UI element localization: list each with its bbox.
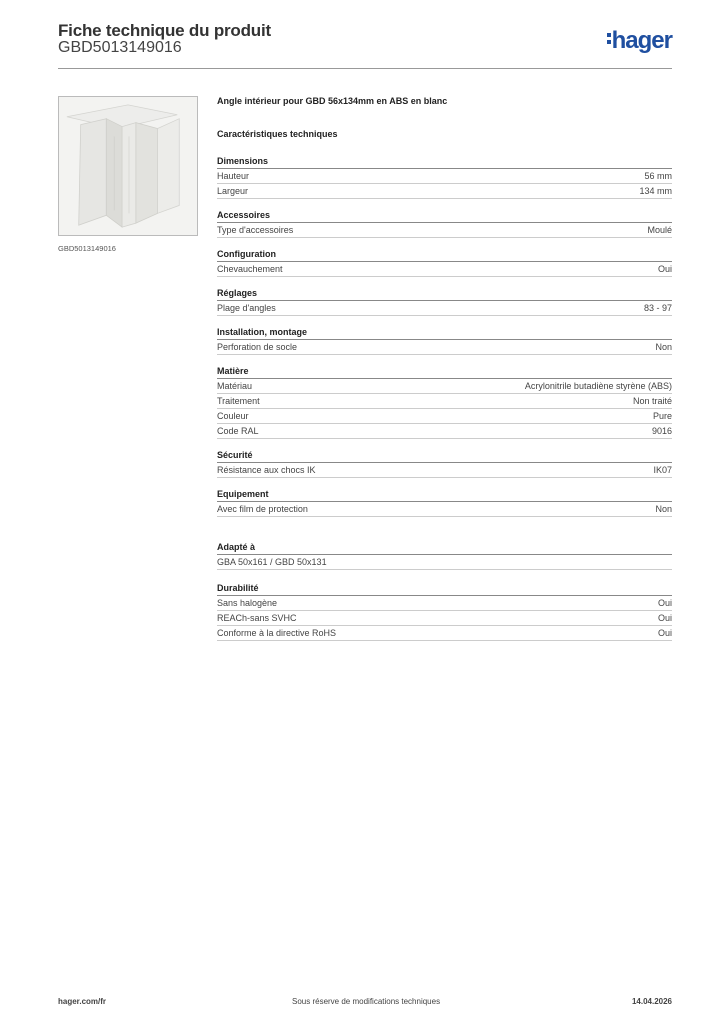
spec-row [217, 555, 672, 570]
footer-notice: Sous réserve de modifications techniques [292, 997, 441, 1006]
spec-label: Type d'accessoires [217, 225, 294, 235]
section-securite [217, 449, 672, 478]
section-reglages [217, 287, 672, 316]
spec-label: Conforme à la directive RoHS [217, 628, 337, 638]
section-title: Adapté à [217, 541, 672, 555]
section-title: Réglages [217, 287, 672, 301]
section-matiere [217, 365, 672, 439]
spec-row [217, 626, 672, 641]
spec-label: Traitement [217, 396, 260, 406]
spec-row [217, 394, 672, 409]
spec-value: Oui [657, 264, 672, 274]
spec-label: Sans halogène [217, 598, 278, 608]
image-caption: GBD5013149016 [58, 244, 116, 253]
section-title: Matière [217, 365, 672, 379]
spec-label: Code RAL [217, 426, 259, 436]
spec-row [217, 424, 672, 439]
spec-row [217, 184, 672, 199]
spec-label: Chevauchement [217, 264, 283, 274]
section-title: Configuration [217, 248, 672, 262]
footer-website: hager.com/fr [58, 997, 107, 1006]
header-divider [58, 68, 672, 69]
spec-label: Couleur [217, 411, 249, 421]
product-illustration [59, 97, 197, 235]
spec-label: Matériau [217, 381, 253, 391]
logo-text: hager [611, 27, 672, 54]
spec-label: GBA 50x161 / GBD 50x131 [217, 557, 327, 567]
spec-value: Oui [657, 628, 672, 638]
page-title: Fiche technique du produit [58, 21, 271, 40]
section-installation [217, 326, 672, 355]
spec-value: 134 mm [639, 186, 672, 196]
product-description: Angle intérieur pour GBD 56x134mm en ABS en blanc [217, 96, 448, 106]
hager-logo [607, 27, 672, 55]
section-title: Installation, montage [217, 326, 672, 340]
spec-row [217, 379, 672, 394]
characteristics-heading: Caractéristiques techniques [217, 129, 338, 139]
section-title: Sécurité [217, 449, 672, 463]
section-accessoires [217, 209, 672, 238]
section-dimensions [217, 155, 672, 199]
spec-value: Acrylonitrile butadiène styrène (ABS) [524, 381, 672, 391]
section-equipement [217, 488, 672, 517]
spec-value: Non [655, 342, 672, 352]
spec-value: 56 mm [644, 171, 672, 181]
section-title: Equipement [217, 488, 672, 502]
spec-value: Moulé [647, 225, 672, 235]
spec-label: Hauteur [217, 171, 250, 181]
spec-row [217, 409, 672, 424]
spec-row [217, 223, 672, 238]
spec-value: Oui [657, 598, 672, 608]
logo-colon-icon [607, 30, 612, 47]
section-title: Durabilité [217, 582, 672, 596]
spec-row [217, 463, 672, 478]
spec-label: Perforation de socle [217, 342, 298, 352]
spec-value: Pure [652, 411, 672, 421]
spec-row [217, 340, 672, 355]
spec-row [217, 596, 672, 611]
spec-label: Avec film de protection [217, 504, 308, 514]
section-title: Accessoires [217, 209, 672, 223]
product-image [58, 96, 198, 236]
spec-value: IK07 [653, 465, 672, 475]
product-reference: GBD5013149016 [58, 39, 182, 56]
spec-label: Largeur [217, 186, 249, 196]
spec-value: Non [655, 504, 672, 514]
spec-value: 9016 [651, 426, 672, 436]
spec-row [217, 169, 672, 184]
section-title: Dimensions [217, 155, 672, 169]
section-durabilite [217, 582, 672, 641]
spec-label: Résistance aux chocs IK [217, 465, 316, 475]
spec-value: Non traité [632, 396, 672, 406]
spec-label: Plage d'angles [217, 303, 276, 313]
section-configuration [217, 248, 672, 277]
footer-date: 14.04.2026 [631, 997, 672, 1006]
spec-row [217, 611, 672, 626]
spec-row [217, 301, 672, 316]
section-adapte [217, 541, 672, 570]
spec-value: Oui [657, 613, 672, 623]
spec-content [217, 96, 672, 641]
spec-value: 83 - 97 [643, 303, 672, 313]
spec-row [217, 502, 672, 517]
spec-row [217, 262, 672, 277]
spec-label: REACh-sans SVHC [217, 613, 297, 623]
